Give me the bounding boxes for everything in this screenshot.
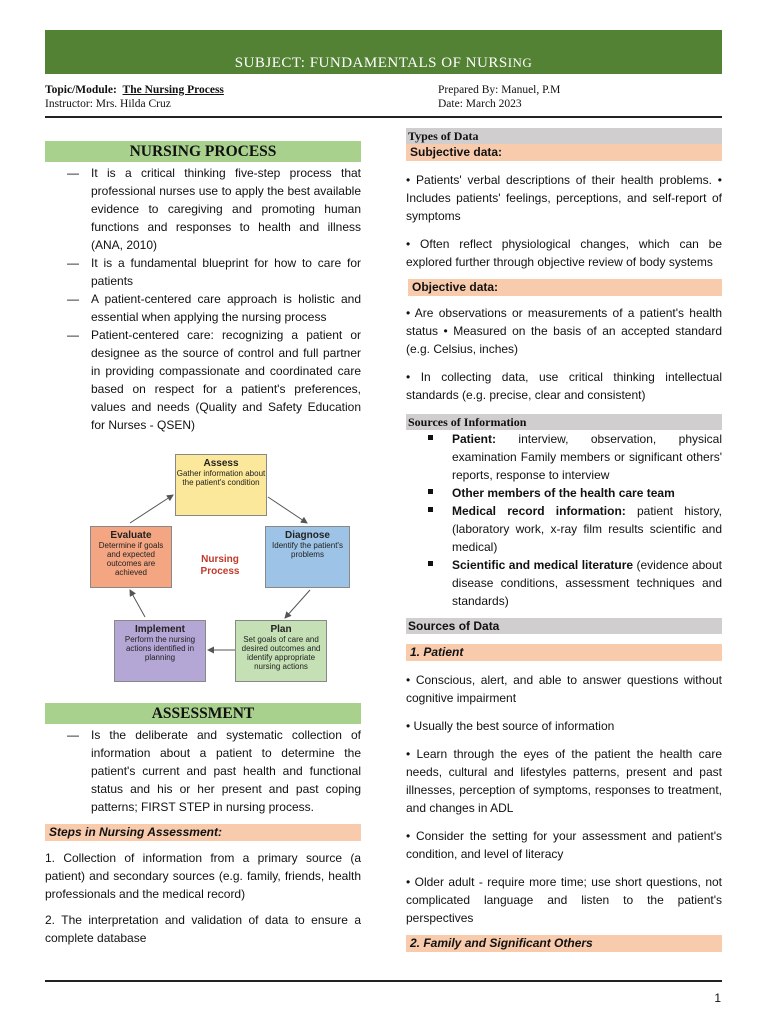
sources-info-item (406, 556, 722, 610)
subjective-para-2: • Often reflect physiological changes, which can be explored further through objective review of body systems (406, 237, 722, 269)
steps-heading: Steps in Nursing Assessment: (45, 824, 361, 841)
assessment-section (45, 703, 361, 947)
nursing-process-bullet-text: A patient-centered care approach is holistic and essential when applying the nursing process (91, 292, 361, 324)
implement-desc: Perform the nursing actions identified in planning (124, 635, 196, 662)
evaluate-title: Evaluate (110, 530, 152, 541)
sod-para-5: • Older adult - require more time; use short questions, not complicated language and listen to the patient's perspectives (406, 875, 722, 925)
assessment-bullet: — Is the deliberate and systematic collection of information about a patient to determine the patient's current and past health and functional status and his or her present and past coping patterns; FIRST STEP in nursing process. (67, 728, 361, 814)
instructor-line: Instructor: Mrs. Hilda Cruz (45, 98, 171, 110)
patient-heading: 1. Patient (406, 644, 722, 661)
square-bullet (428, 435, 433, 440)
assessment-title: ASSESSMENT (45, 703, 361, 724)
assess-desc: Gather information about the patient's condition (176, 469, 266, 487)
header-divider (45, 116, 722, 118)
dash-marker: — (67, 328, 79, 342)
square-bullet (428, 561, 433, 566)
sources-info-item-bold: Other members of the health care team (452, 486, 675, 500)
objective-para-2: • In collecting data, use critical thinking intellectual standards (e.g. precise, clear and consistent) (406, 370, 722, 402)
family-heading: 2. Family and Significant Others (406, 935, 722, 952)
nursing-process-bullet-text: Patient-centered care: recognizing a patient or designee as the source of control and full partner in providing compassionate and coordinated care based on respect for a patient's preferences, values and needs (Quality and Safety Education for Nurses - QSEN) (91, 328, 361, 432)
plan-box (235, 620, 327, 682)
dash-marker: — (67, 292, 79, 306)
sources-info-item (406, 430, 722, 484)
nursing-process-bullet (45, 290, 361, 326)
sources-info-item-bold: Scientific and medical literature (452, 558, 634, 572)
left-column (45, 141, 361, 434)
sod-para-2: • Usually the best source of information (406, 719, 615, 733)
subject-banner (45, 30, 722, 74)
assessment-bullet-text: Is the deliberate and systematic collection of information about a patient to determine the patient's current and past health and functional status and his or her present and past coping patterns; FIRST STEP in nursing process. (91, 728, 361, 814)
sources-info-list (406, 430, 722, 610)
assessment-list (45, 726, 361, 816)
implement-box (114, 620, 206, 682)
banner-text-prefix: SUBJECT: FUNDAMENTALS OF NURS (234, 54, 508, 71)
subjective-heading: Subjective data: (406, 144, 722, 161)
sources-info-item-bold: Medical record information: (452, 504, 626, 518)
sod-para-3: • Learn through the eyes of the patient the health care needs, cultural and lifestyles patterns, present and past illnesses, perception of symptoms, responses to treatment, and changes in ADL (406, 747, 722, 815)
types-of-data-heading: Types of Data (406, 128, 722, 144)
implement-title: Implement (134, 624, 185, 635)
nursing-process-bullet-text: It is a fundamental blueprint for how to care for patients (91, 256, 361, 288)
assess-box (175, 454, 267, 516)
square-bullet (428, 489, 433, 494)
diagnose-desc: Identify the patient's problems (272, 541, 343, 559)
plan-title: Plan (270, 624, 292, 635)
page-number: 1 (714, 991, 721, 1005)
right-column (406, 128, 722, 952)
nursing-process-bullet (45, 164, 361, 254)
prepared-by-line: Prepared By: Manuel, P.M (438, 84, 561, 96)
evaluate-desc: Determine if goals and expected outcomes are achieved (98, 541, 164, 577)
topic-line (45, 83, 224, 97)
sources-info-item-text: interview, observation, physical examination Family members or significant others' reports, response to interview (452, 432, 722, 482)
nursing-process-title: NURSING PROCESS (45, 141, 361, 162)
footer-divider (45, 980, 722, 982)
nursing-process-diagram (85, 450, 360, 690)
sources-info-item-text: (evidence about disease conditions, assessment techniques and standards) (452, 558, 722, 608)
nursing-process-bullet (45, 326, 361, 434)
nursing-process-bullet-text: It is a critical thinking five-step process that professional nurses use to apply the best available evidence to caregiving and promoting human functions and responses to health and illness (ANA, 2010) (91, 166, 361, 252)
diagram-center-label: Nursing Process (200, 554, 240, 577)
banner-text-suffix: ING (507, 55, 533, 70)
plan-desc: Set goals of care and desired outcomes and identify appropriate nursing actions (241, 635, 321, 671)
sources-data-heading: Sources of Data (406, 618, 722, 634)
nursing-process-list (45, 164, 361, 434)
sources-info-item (406, 484, 722, 502)
diagnose-title: Diagnose (284, 530, 330, 541)
dash-marker: — (67, 166, 79, 180)
date-line: Date: March 2023 (438, 98, 522, 110)
sod-para-4: • Consider the setting for your assessment and patient's condition, and level of literacy (406, 829, 722, 861)
assessment-step-2: 2. The interpretation and validation of data to ensure a complete database (45, 913, 361, 945)
topic-label: Topic/Module: (45, 84, 117, 96)
assessment-step-1: 1. Collection of information from a primary source (a patient) and secondary sources (e.g. family, friends, health professionals and the medical record) (45, 851, 361, 901)
objective-para-1: • Are observations or measurements of a patient's health status • Measured on the basis of an accepted standard (e.g. Celsius, inches) (406, 306, 722, 356)
sod-para-1: • Conscious, alert, and able to answer questions without cognitive impairment (406, 673, 722, 705)
sources-info-item-text: patient history, (laboratory work, x-ray film results scientific and medical) (452, 504, 722, 554)
sources-info-item-bold: Patient: (452, 432, 497, 446)
subjective-para-1: • Patients' verbal descriptions of their health problems. • Includes patients' feelings, perceptions, and self-report of symptoms (406, 173, 722, 223)
assess-title: Assess (203, 458, 239, 469)
square-bullet (428, 507, 433, 512)
diagnose-box (265, 526, 350, 588)
sources-info-item (406, 502, 722, 556)
sources-info-heading: Sources of Information (406, 414, 722, 430)
evaluate-box (90, 526, 172, 588)
topic-value: The Nursing Process (122, 84, 224, 96)
dash-marker: — (67, 256, 79, 270)
objective-heading: Objective data: (408, 279, 722, 296)
nursing-process-bullet (45, 254, 361, 290)
